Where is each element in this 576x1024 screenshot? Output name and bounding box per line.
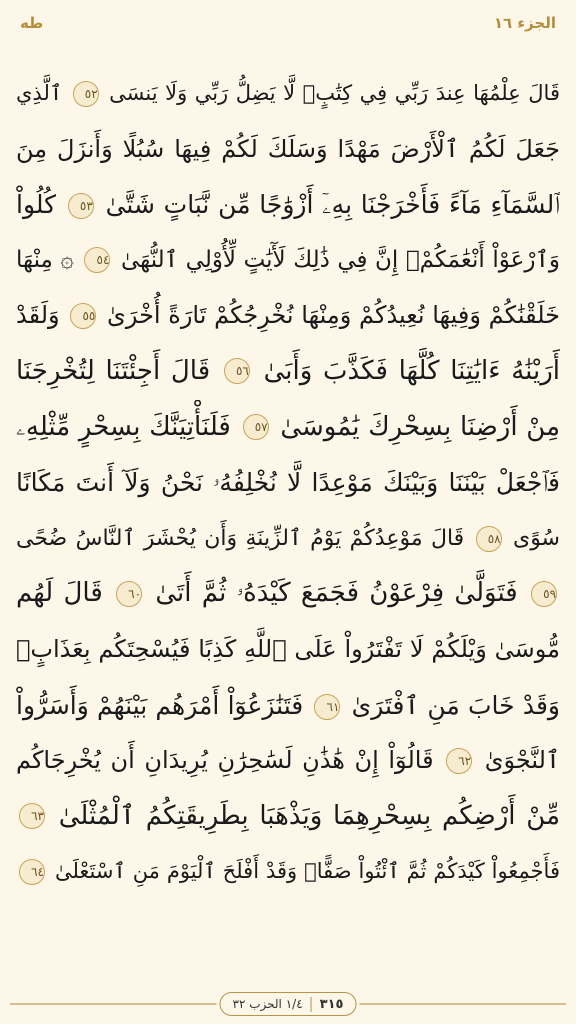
verse-text: ٱلَّذِي (16, 81, 63, 105)
page-footer (0, 992, 576, 1016)
verse-text: جَعَلَ لَكُمُ ٱلْأَرْضَ مَهْدًا وَسَلَكَ لَكُمْ فِيهَا سُبُلًا وَأَنزَلَ مِنَ (16, 134, 560, 163)
hizb-label: ١/٤ الحزب ٣٢ (232, 997, 303, 1011)
verse-line (16, 455, 560, 511)
verse-text: فَٱجْعَلْ بَيْنَنَا وَبَيْنَكَ مَوْعِدًا لَّا نُخْلِفُهُۥ نَحْنُ وَلَآ أَنتَ مَكَانًا (16, 468, 560, 498)
verse-text: وَلَقَدْ (16, 301, 60, 330)
ayah-number-marker[interactable]: ٥٥ (70, 303, 96, 329)
verse-text: خَلَقْنَٰكُمْ وَفِيهَا نُعِيدُكُمْ وَمِنْهَا نُخْرِجُكُمْ تَارَةً أُخْرَىٰ (107, 301, 560, 330)
verse-text: كُلُواْ (16, 190, 57, 220)
page-number: ٣١٥ (311, 997, 352, 1012)
ayah-number-marker[interactable]: ٥٨ (476, 526, 502, 552)
ayah-number-marker[interactable]: ٦٠ (116, 581, 142, 607)
verse-line (16, 177, 560, 233)
ayah-number-marker[interactable]: ٦١ (314, 694, 340, 720)
verse-text: مُّوسَىٰ وَيْلَكُمْ لَا تَفْتَرُواْ عَلَى ٱللَّهِ كَذِبًا فَيُسْحِتَكُم بِعَذَابٍۖ (16, 634, 560, 663)
verse-line (16, 288, 560, 344)
verse-text: فَتَنَٰزَعُوٓاْ أَمْرَهُم بَيْنَهُمْ وَأَسَرُّواْ (16, 690, 304, 720)
verse-text: ٱلسَّمَآءِ مَآءً فَأَخْرَجْنَا بِهِۦٓ أَزْوَٰجًا مِّن نَّبَاتٍ شَتَّىٰ (105, 190, 560, 220)
ayah-number-marker[interactable]: ٥٧ (243, 414, 269, 440)
ayah-number-marker[interactable]: ٥٢ (73, 81, 99, 107)
verse-line (16, 400, 560, 456)
verse-text: أَرَيْنَٰهُ ءَايَٰتِنَا كُلَّهَا فَكَذَّبَ وَأَبَىٰ (263, 355, 560, 386)
quran-page-text (16, 66, 560, 986)
ayah-number-marker[interactable]: ٦٢ (446, 748, 472, 774)
verse-line (16, 678, 560, 734)
ayah-number-marker[interactable]: ٥٩ (531, 581, 557, 607)
verse-line (16, 622, 560, 678)
verse-text: قَالَ عِلْمُهَا عِندَ رَبِّي فِي كِتَٰبٍۖ لَّا يَضِلُّ رَبِّي وَلَا يَنسَى (109, 81, 560, 105)
verse-line (16, 511, 560, 567)
verse-line (16, 789, 560, 845)
verse-text: مِنْ أَرْضِنَا بِسِحْرِكَ يَٰمُوسَىٰ (280, 411, 560, 442)
verse-line (16, 66, 560, 122)
verse-text: قَالُوٓاْ إِنْ هَٰذَٰنِ لَسَٰحِرَٰنِ يُرِيدَانِ أَن يُخْرِجَاكُم (16, 746, 434, 775)
juz-label: الجزء ١٦ (493, 14, 556, 32)
verse-text: فَلَنَأْتِيَنَّكَ بِسِحْرٍ مِّثْلِهِۦ (16, 411, 231, 442)
verse-text: ۞ مِنْهَا (16, 246, 74, 273)
page-header (20, 14, 556, 42)
verse-text: مِّنْ أَرْضِكُم بِسِحْرِهِمَا وَيَذْهَبَا بِطَرِيقَتِكُمُ ٱلْمُثْلَىٰ (58, 800, 560, 831)
verse-text: وَقَدْ خَابَ مَنِ ٱفْتَرَىٰ (351, 690, 560, 720)
verse-text: سُوًى (512, 525, 560, 551)
ayah-number-marker[interactable]: ٥٣ (68, 193, 94, 219)
ayah-number-marker[interactable]: ٥٤ (84, 247, 110, 273)
ayah-number-marker[interactable]: ٥٦ (224, 358, 250, 384)
verse-line (16, 122, 560, 178)
verse-text: فَأَجْمِعُواْ كَيْدَكُمْ ثُمَّ ٱئْتُواْ صَفًّاۚ وَقَدْ أَفْلَحَ ٱلْيَوْمَ مَنِ ٱسْتَعْلَىٰ (54, 859, 560, 884)
verse-line (16, 733, 560, 789)
surah-name: طه (20, 14, 44, 32)
verse-text: ٱلنَّجْوَىٰ (484, 746, 560, 775)
verse-line (16, 344, 560, 400)
verse-line (16, 566, 560, 622)
verse-text: وَٱرْعَوْاْ أَنْعَٰمَكُمْۚ إِنَّ فِي ذَٰلِكَ لَأٓيَٰتٍ لِّأُوْلِي ٱلنُّهَىٰ (120, 246, 560, 273)
verse-line (16, 233, 560, 289)
verse-line (16, 844, 560, 900)
verse-text: قَالَ مَوْعِدُكُمْ يَوْمُ ٱلزِّينَةِ وَأَن يُحْشَرَ ٱلنَّاسُ ضُحًى (16, 525, 465, 551)
verse-text: قَالَ أَجِئْتَنَا لِتُخْرِجَنَا (16, 355, 211, 386)
verse-text: قَالَ لَهُم (16, 578, 103, 609)
ayah-number-marker[interactable]: ٦٣ (19, 803, 45, 829)
ayah-number-marker[interactable]: ٦٤ (19, 859, 45, 885)
verse-text: فَتَوَلَّىٰ فِرْعَوْنُ فَجَمَعَ كَيْدَهُۥ ثُمَّ أَتَىٰ (155, 578, 518, 609)
footer-badge (220, 992, 357, 1016)
